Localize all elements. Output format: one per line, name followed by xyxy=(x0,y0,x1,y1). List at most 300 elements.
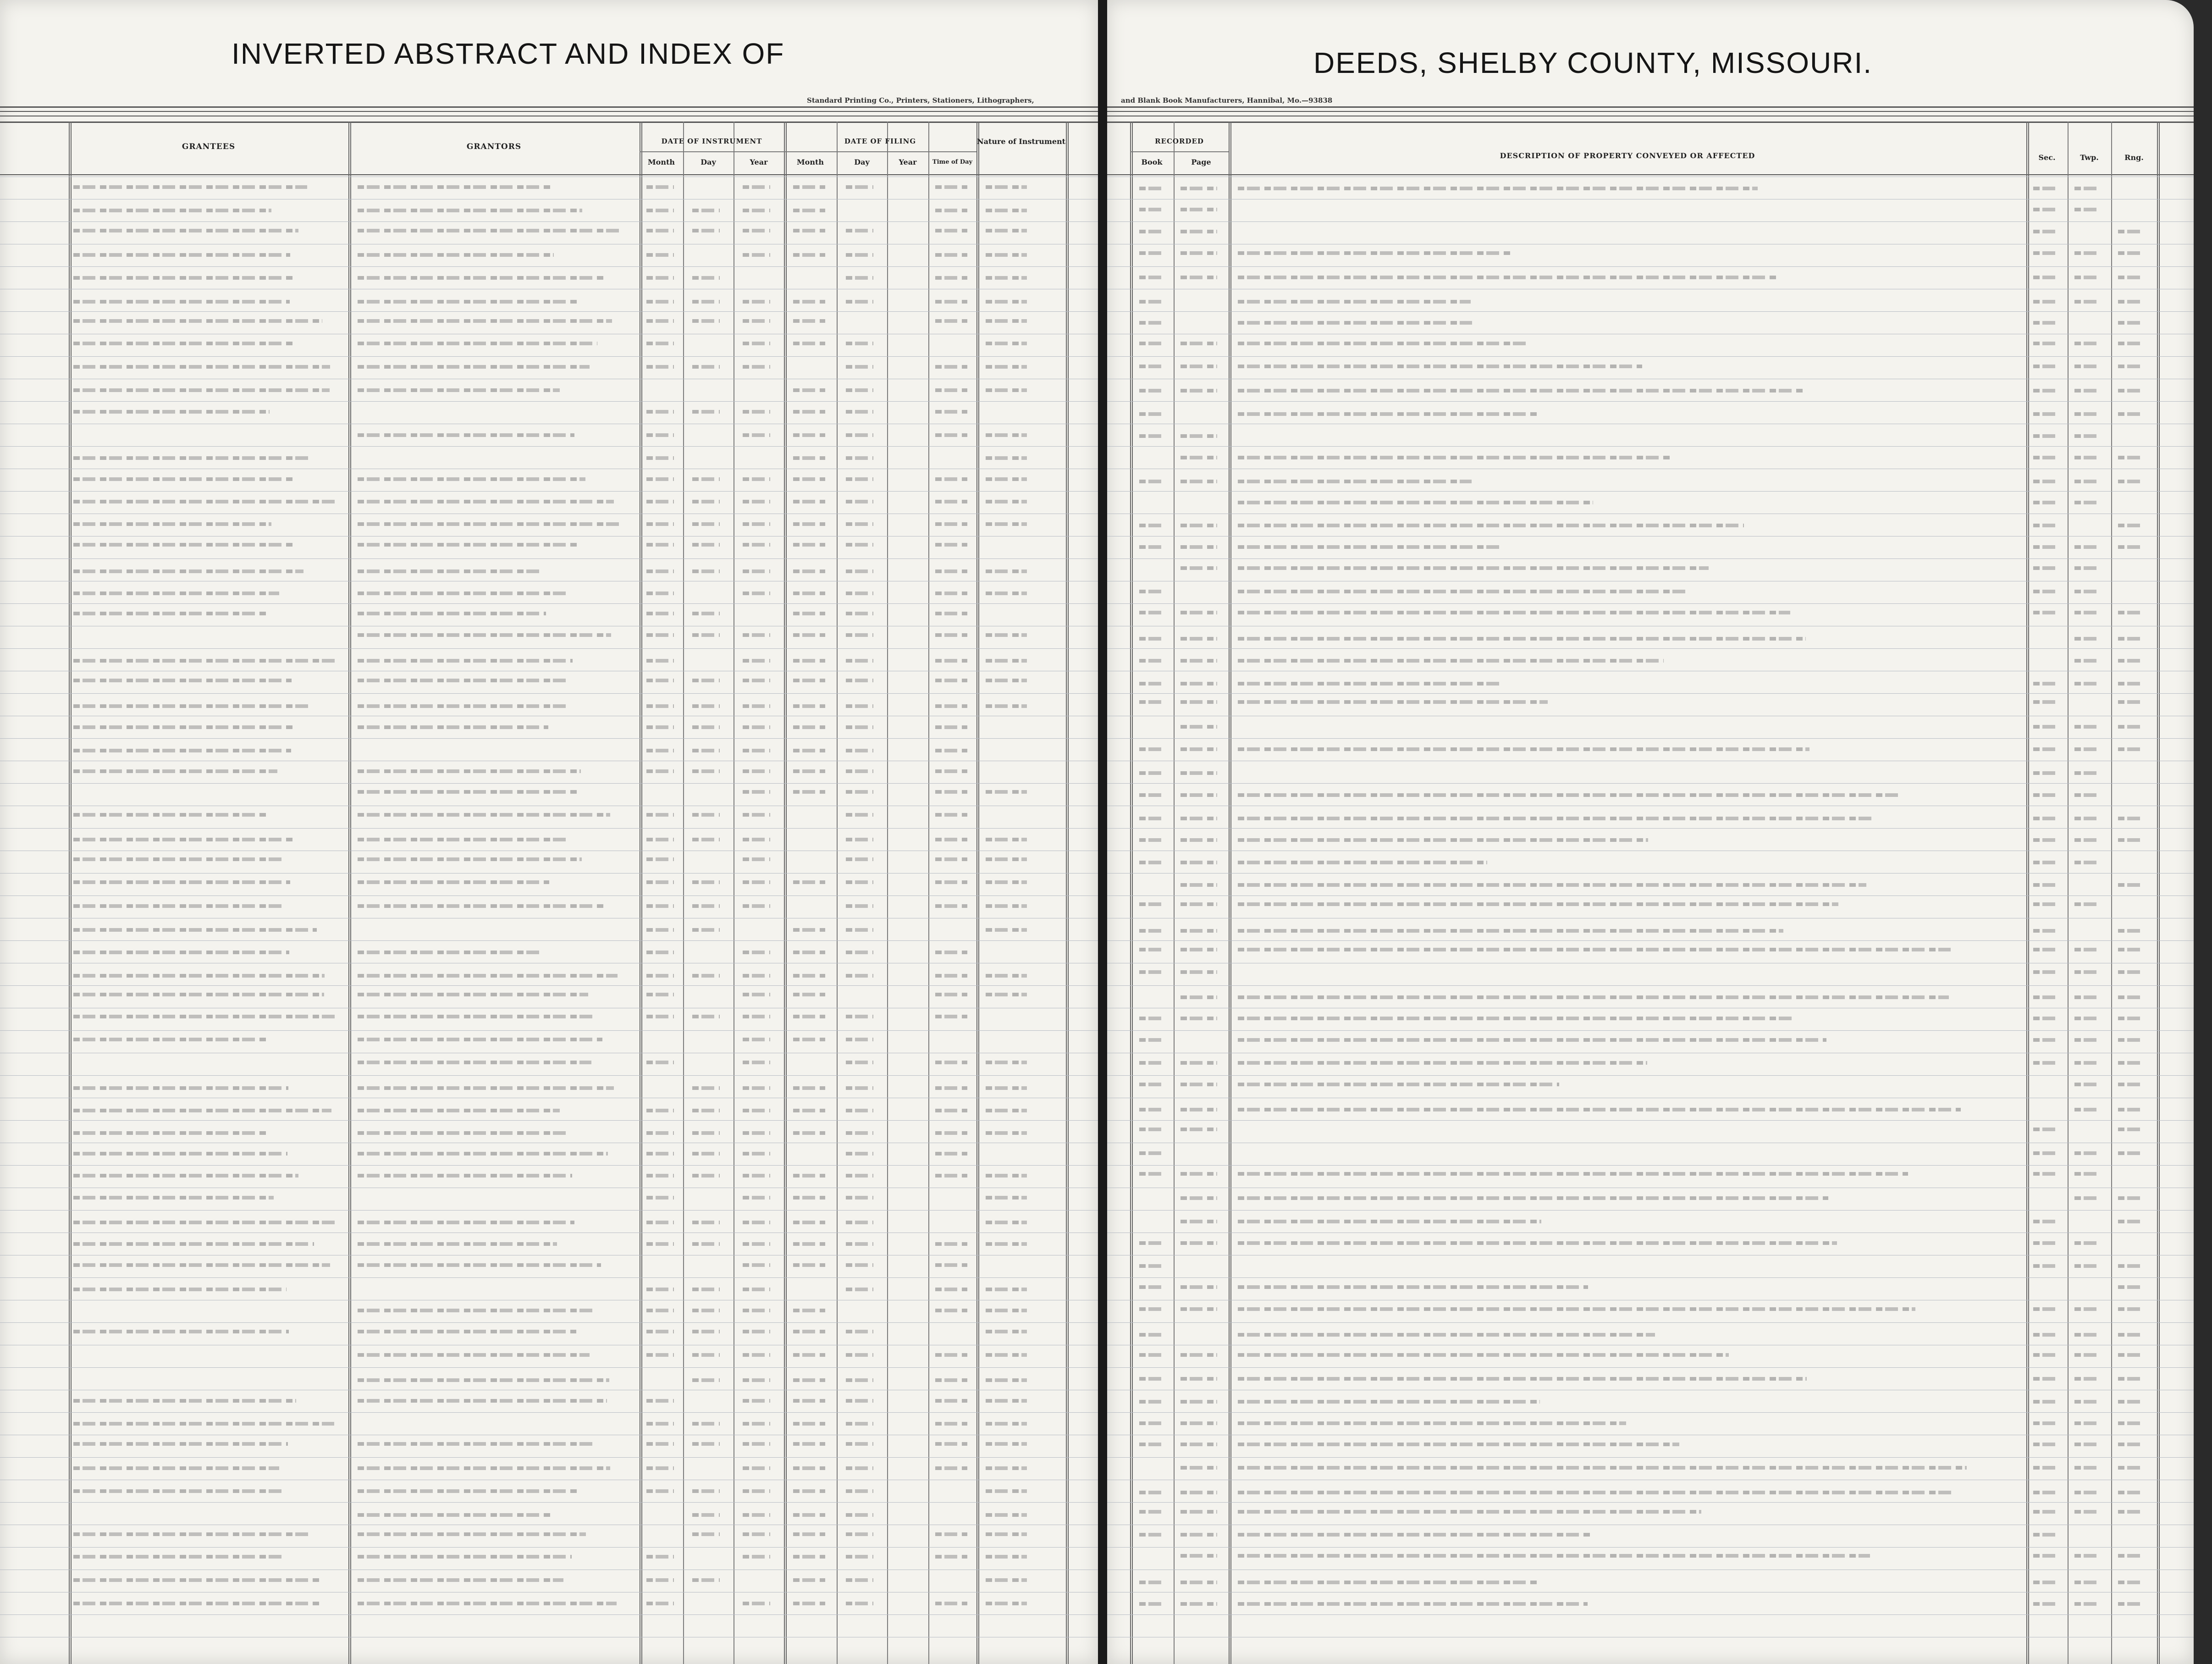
handwriting-stroke xyxy=(646,679,674,682)
handwriting-stroke xyxy=(2118,1108,2143,1111)
handwriting-stroke xyxy=(846,1513,873,1517)
handwriting-stroke xyxy=(692,522,720,526)
handwriting-stroke xyxy=(743,1555,770,1559)
handwriting-stroke xyxy=(1180,883,1217,887)
recorded-book-header: Book xyxy=(1141,158,1163,166)
handwriting-stroke xyxy=(1238,1220,1541,1223)
handwriting-stroke xyxy=(1238,566,1709,570)
handwriting-stroke xyxy=(743,704,770,708)
handwriting-stroke xyxy=(358,253,554,257)
handwriting-stroke xyxy=(743,1221,770,1224)
handwriting-stroke xyxy=(73,1174,298,1178)
handwriting-stroke xyxy=(986,974,1027,978)
handwriting-stroke xyxy=(846,1578,873,1582)
handwriting-stroke xyxy=(1139,771,1162,775)
handwriting-stroke xyxy=(743,319,770,323)
header-rule xyxy=(0,106,1098,108)
handwriting-stroke xyxy=(1139,611,1162,614)
handwriting-stroke xyxy=(986,433,1027,437)
handwriting-stroke xyxy=(793,1442,825,1446)
handwriting-stroke xyxy=(692,1086,720,1090)
handwriting-stroke xyxy=(986,300,1027,304)
handwriting-stroke xyxy=(358,1378,609,1382)
handwriting-stroke xyxy=(846,790,873,794)
handwriting-stroke xyxy=(2033,208,2058,211)
handwriting-stroke xyxy=(1139,300,1162,304)
handwriting-stroke xyxy=(2074,771,2100,775)
handwriting-stroke xyxy=(1180,793,1217,797)
handwriting-stroke xyxy=(2074,566,2100,570)
handwriting-stroke xyxy=(358,185,551,189)
handwriting-stroke xyxy=(358,569,544,573)
handwriting-stroke xyxy=(73,612,268,615)
handwriting-stroke xyxy=(1139,1400,1162,1404)
handwriting-stroke xyxy=(743,1242,770,1246)
handwriting-stroke xyxy=(1180,1554,1217,1558)
handwriting-stroke xyxy=(935,433,967,437)
handwriting-stroke xyxy=(743,1466,770,1470)
handwriting-stroke xyxy=(986,592,1027,595)
handwriting-stroke xyxy=(1139,590,1162,593)
handwriting-stroke xyxy=(1238,480,1472,483)
handwriting-stroke xyxy=(846,1174,873,1178)
handwriting-stroke xyxy=(1180,682,1217,686)
handwriting-stroke xyxy=(793,500,825,503)
ruled-line xyxy=(0,221,1098,222)
handwriting-stroke xyxy=(2074,1061,2100,1065)
ruled-line xyxy=(1107,1457,2194,1458)
handwriting-stroke xyxy=(846,813,873,817)
handwriting-stroke xyxy=(1139,902,1162,906)
handwriting-stroke xyxy=(73,1532,311,1536)
handwriting-stroke xyxy=(1139,682,1162,686)
handwriting-stroke xyxy=(846,1109,873,1112)
ruled-line xyxy=(0,1412,1098,1413)
handwriting-stroke xyxy=(743,1109,770,1112)
handwriting-stroke xyxy=(935,1263,967,1267)
handwriting-stroke xyxy=(73,319,322,323)
handwriting-stroke xyxy=(846,300,873,304)
handwriting-stroke xyxy=(986,388,1027,392)
handwriting-stroke xyxy=(986,1378,1027,1382)
handwriting-stroke xyxy=(646,904,674,908)
handwriting-stroke xyxy=(73,1038,267,1041)
handwriting-stroke xyxy=(743,857,770,861)
handwriting-stroke xyxy=(743,633,770,637)
ruled-line xyxy=(1107,1030,2194,1031)
date-of-instrument-header: DATE OF INSTRUMENT xyxy=(661,137,762,145)
handwriting-stroke xyxy=(2033,861,2058,864)
handwriting-stroke xyxy=(1139,1241,1162,1245)
handwriting-stroke xyxy=(2033,1017,2058,1020)
handwriting-stroke xyxy=(743,300,770,304)
handwriting-stroke xyxy=(2033,365,2058,368)
handwriting-stroke xyxy=(2118,230,2143,233)
handwriting-stroke xyxy=(986,790,1027,794)
handwriting-stroke xyxy=(2118,389,2143,393)
handwriting-stroke xyxy=(2074,1151,2100,1155)
handwriting-stroke xyxy=(2033,389,2058,393)
left-page-title: INVERTED ABSTRACT AND INDEX OF xyxy=(232,37,785,70)
handwriting-stroke xyxy=(743,477,770,481)
handwriting-stroke xyxy=(1180,1466,1217,1470)
ruled-line xyxy=(1107,311,2194,312)
handwriting-stroke xyxy=(846,1466,873,1470)
handwriting-stroke xyxy=(986,1466,1027,1470)
nature-of-instrument-header: Nature of Instrument xyxy=(976,137,1066,146)
handwriting-stroke xyxy=(2074,1172,2100,1176)
handwriting-stroke xyxy=(2074,817,2100,820)
ruled-line xyxy=(1107,693,2194,694)
handwriting-stroke xyxy=(2118,1581,2143,1584)
handwriting-stroke xyxy=(1180,1172,1217,1176)
handwriting-stroke xyxy=(646,880,674,884)
handwriting-stroke xyxy=(646,500,674,503)
handwriting-stroke xyxy=(935,319,967,323)
right-page-title: DEEDS, SHELBY COUNTY, MISSOURI. xyxy=(1313,46,1873,79)
handwriting-stroke xyxy=(358,1578,563,1582)
handwriting-stroke xyxy=(2033,1421,2058,1425)
handwriting-stroke xyxy=(2074,793,2100,797)
handwriting-stroke xyxy=(2074,251,2100,255)
handwriting-stroke xyxy=(1238,1196,1828,1200)
handwriting-stroke xyxy=(1139,1421,1162,1425)
handwriting-stroke xyxy=(646,725,674,729)
handwriting-stroke xyxy=(2033,1128,2058,1131)
handwriting-stroke xyxy=(743,229,770,232)
handwriting-stroke xyxy=(2118,1353,2143,1357)
handwriting-stroke xyxy=(2033,1491,2058,1494)
handwriting-stroke xyxy=(935,365,967,369)
handwriting-stroke xyxy=(2118,948,2143,951)
handwriting-stroke xyxy=(935,749,967,752)
handwriting-stroke xyxy=(1238,389,1805,393)
handwriting-stroke xyxy=(846,1330,873,1333)
handwriting-stroke xyxy=(2074,1241,2100,1245)
handwriting-stroke xyxy=(692,1532,720,1536)
handwriting-stroke xyxy=(2033,838,2058,842)
handwriting-stroke xyxy=(743,1602,770,1605)
handwriting-stroke xyxy=(743,522,770,526)
handwriting-stroke xyxy=(1180,1602,1217,1606)
handwriting-stroke xyxy=(793,679,825,682)
handwriting-stroke xyxy=(646,1061,674,1064)
handwriting-stroke xyxy=(73,659,336,663)
handwriting-stroke xyxy=(692,1015,720,1018)
handwriting-stroke xyxy=(73,1578,319,1582)
handwriting-stroke xyxy=(2033,1466,2058,1470)
handwriting-stroke xyxy=(2033,1151,2058,1155)
handwriting-stroke xyxy=(692,500,720,503)
handwriting-stroke xyxy=(358,1038,602,1041)
handwriting-stroke xyxy=(2074,501,2100,504)
handwriting-stroke xyxy=(646,633,674,637)
ruled-line xyxy=(0,1277,1098,1278)
handwriting-stroke xyxy=(846,1353,873,1357)
handwriting-stroke xyxy=(1238,342,1527,345)
handwriting-stroke xyxy=(935,522,967,526)
handwriting-stroke xyxy=(2074,838,2100,842)
grantees-header: GRANTEES xyxy=(182,142,236,151)
handwriting-stroke xyxy=(743,813,770,817)
handwriting-stroke xyxy=(793,725,825,729)
handwriting-stroke xyxy=(935,1086,967,1090)
handwriting-stroke xyxy=(846,1442,873,1446)
handwriting-stroke xyxy=(358,633,611,637)
handwriting-stroke xyxy=(846,500,873,503)
handwriting-stroke xyxy=(73,880,290,884)
handwriting-stroke xyxy=(1238,412,1537,416)
handwriting-stroke xyxy=(935,1602,967,1605)
handwriting-stroke xyxy=(2118,524,2143,527)
handwriting-stroke xyxy=(73,1131,266,1135)
handwriting-stroke xyxy=(646,1196,674,1200)
handwriting-stroke xyxy=(692,1131,720,1135)
handwriting-stroke xyxy=(2033,948,2058,951)
ruled-line xyxy=(0,1614,1098,1615)
handwriting-stroke xyxy=(358,1061,591,1064)
handwriting-stroke xyxy=(743,500,770,503)
handwriting-stroke xyxy=(935,1532,967,1536)
handwriting-stroke xyxy=(1238,1172,1908,1176)
handwriting-stroke xyxy=(2033,793,2058,797)
handwriting-stroke xyxy=(358,500,614,503)
handwriting-stroke xyxy=(646,974,674,978)
handwriting-stroke xyxy=(358,365,590,369)
handwriting-stroke xyxy=(692,704,720,708)
handwriting-stroke xyxy=(2118,1333,2143,1337)
handwriting-stroke xyxy=(846,342,873,345)
handwriting-stroke xyxy=(1139,970,1162,974)
handwriting-stroke xyxy=(846,612,873,615)
handwriting-stroke xyxy=(692,1513,720,1517)
handwriting-stroke xyxy=(986,1174,1027,1178)
handwriting-stroke xyxy=(1180,1061,1217,1065)
handwriting-stroke xyxy=(1238,1466,1967,1470)
handwriting-stroke xyxy=(692,928,720,932)
handwriting-stroke xyxy=(2118,970,2143,974)
handwriting-stroke xyxy=(2033,995,2058,999)
handwriting-stroke xyxy=(935,1152,967,1155)
handwriting-stroke xyxy=(1238,838,1648,842)
handwriting-stroke xyxy=(935,993,967,996)
handwriting-stroke xyxy=(2033,545,2058,549)
handwriting-stroke xyxy=(793,790,825,794)
handwriting-stroke xyxy=(646,300,674,304)
handwriting-stroke xyxy=(1139,412,1162,416)
handwriting-stroke xyxy=(793,1378,825,1382)
handwriting-stroke xyxy=(2033,1353,2058,1357)
handwriting-stroke xyxy=(646,185,674,189)
handwriting-stroke xyxy=(1180,1128,1217,1131)
handwriting-stroke xyxy=(793,522,825,526)
handwriting-stroke xyxy=(358,1015,592,1018)
handwriting-stroke xyxy=(793,569,825,573)
handwriting-stroke xyxy=(646,612,674,615)
handwriting-stroke xyxy=(692,612,720,615)
handwriting-stroke xyxy=(1139,208,1162,211)
handwriting-stroke xyxy=(358,1086,614,1090)
handwriting-stroke xyxy=(743,1152,770,1155)
ruled-line xyxy=(1107,1075,2194,1076)
handwriting-stroke xyxy=(935,1353,967,1357)
handwriting-stroke xyxy=(846,569,873,573)
handwriting-stroke xyxy=(73,1442,288,1446)
handwriting-stroke xyxy=(743,749,770,752)
ruled-line xyxy=(0,648,1098,649)
handwriting-stroke xyxy=(743,209,770,212)
handwriting-stroke xyxy=(1180,771,1217,775)
handwriting-stroke xyxy=(358,612,546,615)
handwriting-stroke xyxy=(2118,1491,2143,1494)
handwriting-stroke xyxy=(986,1513,1027,1517)
handwriting-stroke xyxy=(646,1242,674,1246)
handwriting-stroke xyxy=(846,433,873,437)
handwriting-stroke xyxy=(73,1109,331,1112)
handwriting-stroke xyxy=(2033,187,2058,190)
handwriting-stroke xyxy=(793,749,825,752)
handwriting-stroke xyxy=(1238,321,1472,325)
handwriting-stroke xyxy=(793,880,825,884)
handwriting-stroke xyxy=(743,993,770,996)
handwriting-stroke xyxy=(2074,659,2100,663)
ruled-line xyxy=(0,1165,1098,1166)
handwriting-stroke xyxy=(846,1532,873,1536)
handwriting-stroke xyxy=(1139,659,1162,663)
handwriting-stroke xyxy=(73,477,293,481)
handwriting-stroke xyxy=(692,1174,720,1178)
handwriting-stroke xyxy=(743,1288,770,1291)
handwriting-stroke xyxy=(646,1399,674,1403)
handwriting-stroke xyxy=(2074,412,2100,416)
handwriting-stroke xyxy=(1139,1038,1162,1042)
handwriting-stroke xyxy=(358,880,549,884)
handwriting-stroke xyxy=(935,477,967,481)
left-page xyxy=(0,0,1098,1664)
handwriting-stroke xyxy=(692,1288,720,1291)
handwriting-stroke xyxy=(2118,883,2143,887)
handwriting-stroke xyxy=(646,951,674,954)
handwriting-stroke xyxy=(1139,1264,1162,1268)
handwriting-stroke xyxy=(1238,1533,1590,1537)
handwriting-stroke xyxy=(1238,1421,1626,1425)
handwriting-stroke xyxy=(1139,276,1162,279)
handwriting-stroke xyxy=(358,1353,590,1357)
handwriting-stroke xyxy=(2118,1151,2143,1155)
handwriting-stroke xyxy=(1180,566,1217,570)
ruled-line xyxy=(0,1457,1098,1458)
rng-header: Rng. xyxy=(2124,153,2144,162)
handwriting-stroke xyxy=(2118,1196,2143,1200)
handwriting-stroke xyxy=(1139,637,1162,641)
handwriting-stroke xyxy=(743,1174,770,1178)
handwriting-stroke xyxy=(2074,1581,2100,1584)
handwriting-stroke xyxy=(2118,1554,2143,1558)
handwriting-stroke xyxy=(2074,187,2100,190)
ruled-line xyxy=(0,985,1098,986)
handwriting-stroke xyxy=(2074,1083,2100,1086)
handwriting-stroke xyxy=(1139,1581,1162,1584)
handwriting-stroke xyxy=(1180,637,1217,641)
handwriting-stroke xyxy=(846,633,873,637)
handwriting-stroke xyxy=(646,1330,674,1333)
handwriting-stroke xyxy=(1139,1307,1162,1311)
handwriting-stroke xyxy=(846,725,873,729)
handwriting-stroke xyxy=(1238,501,1593,504)
handwriting-stroke xyxy=(692,1152,720,1155)
handwriting-stroke xyxy=(1238,637,1806,641)
handwriting-stroke xyxy=(846,1242,873,1246)
handwriting-stroke xyxy=(1139,1333,1162,1337)
handwriting-stroke xyxy=(1139,545,1162,549)
handwriting-stroke xyxy=(935,592,967,595)
handwriting-stroke xyxy=(2118,929,2143,933)
handwriting-stroke xyxy=(935,1242,967,1246)
handwriting-stroke xyxy=(2033,611,2058,614)
recorded-page-header: Page xyxy=(1191,158,1211,166)
handwriting-stroke xyxy=(846,928,873,932)
handwriting-stroke xyxy=(358,342,597,345)
handwriting-stroke xyxy=(692,1309,720,1312)
handwriting-stroke xyxy=(2118,1285,2143,1289)
handwriting-stroke xyxy=(2074,1264,2100,1268)
handwriting-stroke xyxy=(793,1015,825,1018)
handwriting-stroke xyxy=(1180,1443,1217,1446)
header-rule xyxy=(1107,106,2194,108)
handwriting-stroke xyxy=(1180,659,1217,663)
handwriting-stroke xyxy=(2118,1602,2143,1606)
handwriting-stroke xyxy=(646,1555,674,1559)
handwriting-stroke xyxy=(1238,1038,1826,1042)
handwriting-stroke xyxy=(646,433,674,437)
handwriting-stroke xyxy=(846,1086,873,1090)
handwriting-stroke xyxy=(986,1242,1027,1246)
handwriting-stroke xyxy=(1238,1510,1701,1514)
handwriting-stroke xyxy=(2033,524,2058,527)
right-page xyxy=(1107,0,2194,1664)
handwriting-stroke xyxy=(358,704,568,708)
handwriting-stroke xyxy=(846,951,873,954)
handwriting-stroke xyxy=(1139,861,1162,864)
handwriting-stroke xyxy=(692,229,720,232)
handwriting-stroke xyxy=(935,725,967,729)
handwriting-stroke xyxy=(73,838,293,841)
ruled-line xyxy=(1107,1367,2194,1368)
handwriting-stroke xyxy=(743,904,770,908)
handwriting-stroke xyxy=(2033,970,2058,974)
handwriting-stroke xyxy=(935,1174,967,1178)
handwriting-stroke xyxy=(846,1399,873,1403)
handwriting-stroke xyxy=(2033,480,2058,483)
handwriting-stroke xyxy=(358,1442,594,1446)
ruled-line xyxy=(0,401,1098,402)
handwriting-stroke xyxy=(1238,1307,1915,1311)
handwriting-stroke xyxy=(743,1378,770,1382)
handwriting-stroke xyxy=(646,857,674,861)
handwriting-stroke xyxy=(2033,251,2058,255)
handwriting-stroke xyxy=(358,388,560,392)
ruled-line xyxy=(1107,1547,2194,1548)
handwriting-stroke xyxy=(2033,1602,2058,1606)
handwriting-stroke xyxy=(743,1399,770,1403)
handwriting-stroke xyxy=(692,365,720,369)
description-header: DESCRIPTION OF PROPERTY CONVEYED OR AFFECTED xyxy=(1500,151,1755,160)
handwriting-stroke xyxy=(646,1442,674,1446)
sec-header: Sec. xyxy=(2038,153,2056,162)
handwriting-stroke xyxy=(846,477,873,481)
handwriting-stroke xyxy=(743,1513,770,1517)
handwriting-stroke xyxy=(846,838,873,841)
